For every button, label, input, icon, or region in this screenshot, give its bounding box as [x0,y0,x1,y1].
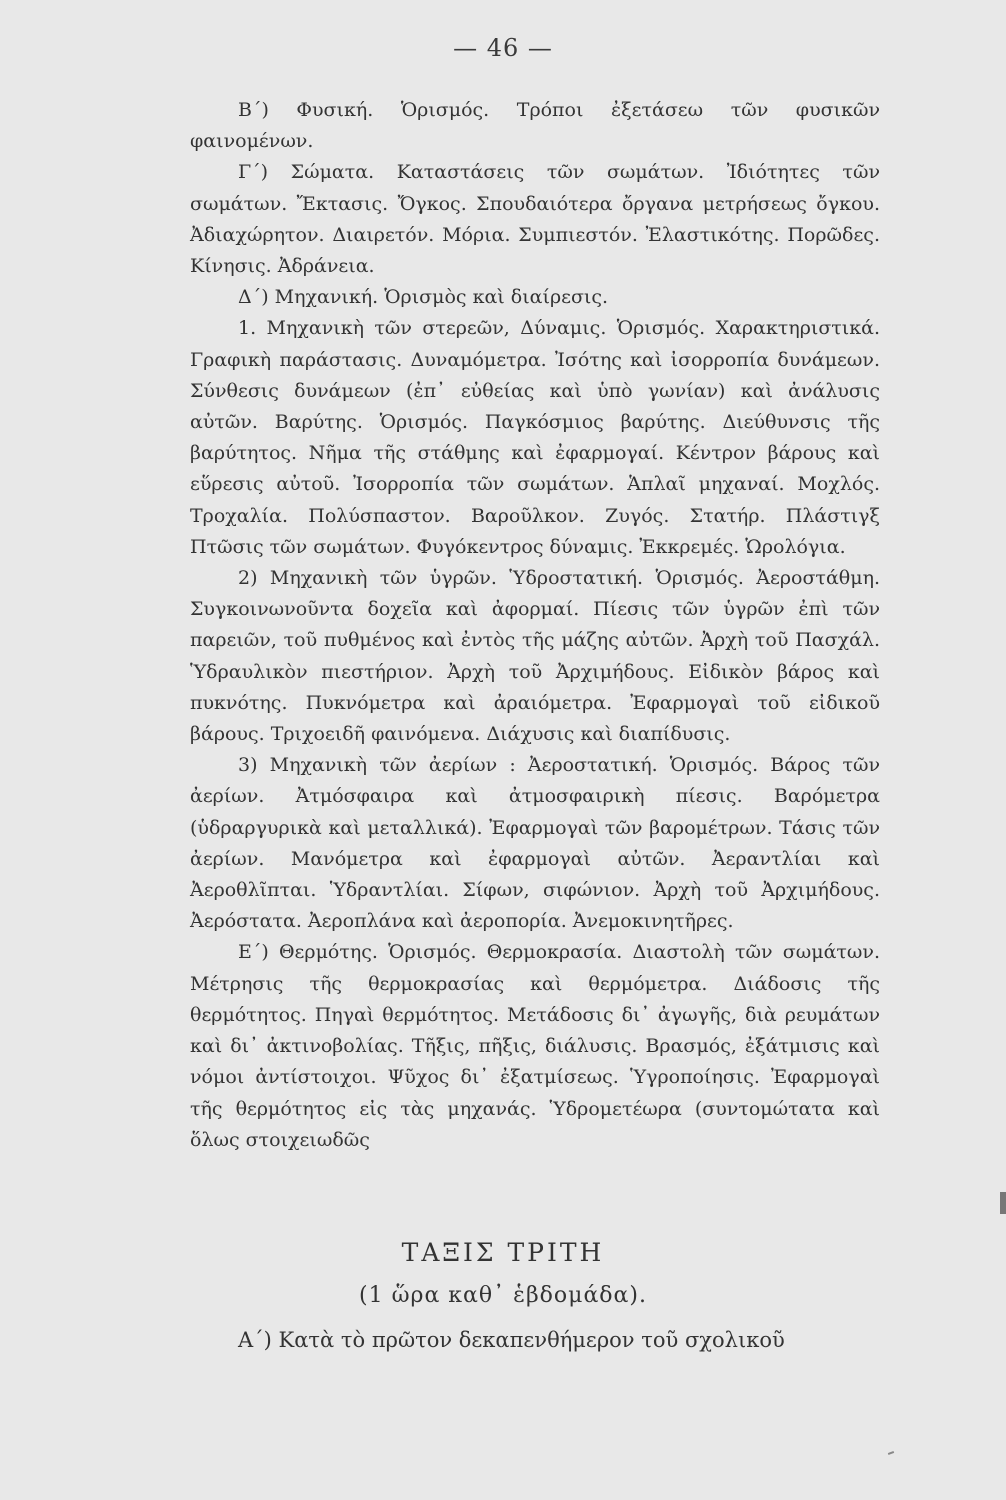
paragraph-first-fortnight: Α΄) Κατὰ τὸ πρῶτον δεκαπενθήμερον τοῦ σχολικοῦ [238,1328,785,1352]
section-heading: ΤΑΞΙΣ ΤΡΙΤΗ [401,1238,605,1267]
body-text [190,95,880,1156]
section-subheading: (1 ὥρα καθ᾽ ἑβδομάδα). [359,1283,647,1308]
paragraph-gas-mechanics: 3) Μηχανικὴ τῶν ἀερίων : Ἀεροστατική. Ὁρισμός. Βάρος τῶν ἀερίων. Ἀτμόσφαιρα καὶ ἀτμοσφαιρικὴ πίεσις. Βαρόμετρα (ὑδραργυρικὰ καὶ μεταλλικά). Ἐφαρμογαὶ τῶν βαρομέτρων. Τάσις τῶν ἀερίων. Μανόμετρα καὶ ἐφαρμογαὶ αὐτῶν. Ἀεραντλίαι καὶ Ἀεροθλῖπται. Ὑδραντλίαι. Σίφων, σιφώνιον. Ἀρχὴ τοῦ Ἀρχιμήδους. Ἀερόστατα. Ἀεροπλάνα καὶ ἀεροπορία. Ἀνεμοκινητῆρες. [190,754,880,933]
paragraph-fluid-mechanics: 2) Μηχανικὴ τῶν ὑγρῶν. Ὑδροστατική. Ὁρισμός. Ἀεροστάθμη. Συγκοινωνοῦντα δοχεῖα καὶ ἀφορμαί. Πίεσις τῶν ὑγρῶν ἐπὶ τῶν παρειῶν, τοῦ πυθμένος καὶ ἐντὸς τῆς μάζης αὐτῶν. Ἀρχὴ τοῦ Πασχάλ. Ὑδραυλικὸν πιεστήριον. Ἀρχὴ τοῦ Ἀρχιμήδους. Εἰδικὸν βάρος καὶ πυκνότης. Πυκνόμετρα καὶ ἀραιόμετρα. Ἐφαρμογαὶ τοῦ εἰδικοῦ βάρους. Τριχοειδῆ φαινόμενα. Διάχυσις καὶ διαπίδυσις. [190,567,880,746]
paragraph-heat: Ε΄) Θερμότης. Ὁρισμός. Θερμοκρασία. Διαστολὴ τῶν σωμάτων. Μέτρησις τῆς θερμοκρασίας καὶ θερμόμετρα. Διάδοσις τῆς θερμότητος. Πηγαὶ θερμότητος. Μετάδοσις δι᾽ ἀγωγῆς, διὰ ρευμάτων καὶ δι᾽ ἀκτινοβολίας. Τῆξις, πῆξις, διάλυσις. Βρασμός, ἐξάτμισις καὶ νόμοι ἀντίστοιχοι. Ψῦχος δι᾽ ἐξατμίσεως. Ὑγροποίησις. Ἐφαρμογαὶ τῆς θερμότητος εἰς τὰς μηχανάς. Ὑδρομετέωρα (συντομώτατα καὶ ὅλως στοιχειωδῶς [190,941,880,1151]
page-number: — 46 — [453,34,553,62]
paragraph-physics: Β΄) Φυσική. Ὁρισμός. Τρόποι ἐξετάσεω τῶν φυσικῶν φαινομένων. [190,99,880,153]
paragraph-solid-mechanics: 1. Μηχανικὴ τῶν στερεῶν, Δύναμις. Ὁρισμός. Χαρακτηριστικά. Γραφικὴ παράστασις. Δυναμόμετρα. Ἰσότης καὶ ἰσορροπία δυνάμεων. Σύνθεσις δυνάμεων (ἐπ᾽ εὐθείας καὶ ὑπὸ γωνίαν) καὶ ἀνάλυσις αὐτῶν. Βαρύτης. Ὁρισμός. Παγκόσμιος βαρύτης. Διεύθυνσις τῆς βαρύτητος. Νῆμα τῆς στάθμης καὶ ἐφαρμογαί. Κέντρον βάρους καὶ εὕρεσις αὐτοῦ. Ἰσορροπία τῶν σωμάτων. Ἁπλαῖ μηχαναί. Μοχλός. Τροχαλία. Πολύσπαστον. Βαροῦλκον. Ζυγός. Στατήρ. Πλάστιγξ Πτῶσις τῶν σωμάτων. Φυγόκεντρος δύναμις. Ἐκκρεμές. Ὡρολόγια. [190,317,880,558]
paragraph-mechanics: Δ΄) Μηχανική. Ὁρισμὸς καὶ διαίρεσις. [238,286,609,309]
paragraph-bodies: Γ΄) Σώματα. Καταστάσεις τῶν σωμάτων. Ἰδιότητες τῶν σωμάτων. Ἔκτασις. Ὄγκος. Σπουδαιότερα ὄργανα μετρήσεως ὄγκου. Ἀδιαχώρητον. Διαιρετόν. Μόρια. Συμπιεστόν. Ἐλαστικότης. Πορῶδες. Κίνησις. Ἀδράνεια. [190,161,880,278]
scan-edge-mark [1000,1192,1006,1214]
scan-speck [888,1451,894,1455]
